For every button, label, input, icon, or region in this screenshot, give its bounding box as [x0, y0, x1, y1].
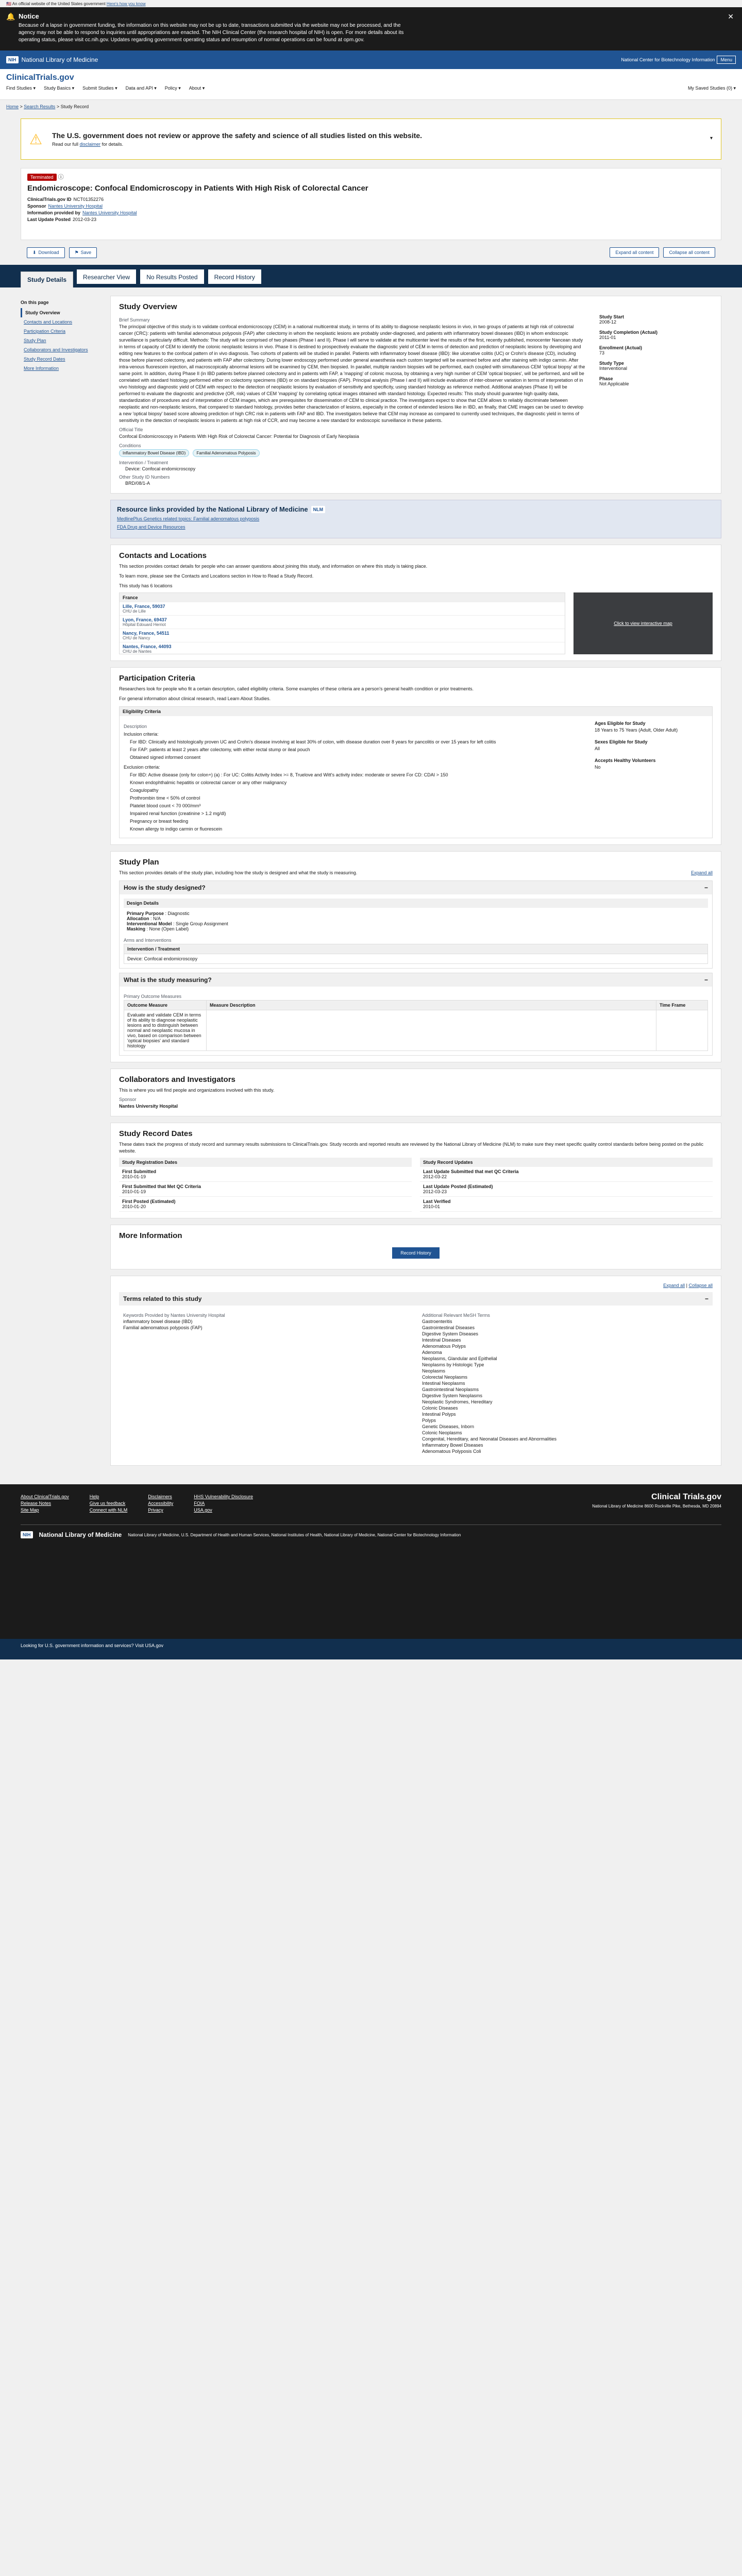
keywords-col: Keywords Provided by Nantes University Hospital inflammatory bowel disease (IBD) Familial adenomatous polyposis (FAP) [123, 1310, 410, 1455]
table-row [124, 1010, 708, 1051]
arms-table [124, 944, 708, 964]
resource-link[interactable]: MedlinePlus Genetics related topics: Familial adenomatous polyposis [117, 516, 260, 521]
arms-label: Arms and Interventions [124, 938, 172, 943]
list-item: Colonic Diseases [422, 1405, 458, 1411]
minus-icon: − [704, 1295, 709, 1302]
study-sponsor: Sponsor Nantes University Hospital [27, 204, 103, 209]
footer-address: National Library of Medicine 8600 Rockville Pike, Bethesda, MD 20894 [592, 1504, 721, 1509]
save-button[interactable]: ⚑ Save [69, 247, 97, 258]
on-this-page [21, 287, 103, 1472]
main-area [0, 287, 742, 1472]
notice-title: Notice [19, 12, 39, 20]
brief-summary: The principal objective of this study is to validate confocal endomicroscopy (CEM) in a national multicentral study, in terms of its ability to diagnose neoplastic lesions in vivo, in two groups of patients at high risk of colorectal cancer (CRC): patients with familial adenomatous polyposis (FAP) after colectomy in whom the neoplastic lesions are probably under-diagnosed, and patients with inflammatory bowel diseases (IBD) in whom endoscopic surveillance is particularly difficult. Methods: The study will be comprised of two phases (Phase I and II). Phase I will serve to validate at the multicenter level the results of the first, recently published, monocenter Nancean study in terms of capacity of CEM to identify the colonic neoplastic lesions in vivo. Phase II is destined to prospectively evaluate the diagnostic yield of CEM in terms of detection and prediction of neoplastic lesions by developing and editing new features to the confocal pattern of in vivo diagnosis. Two cohorts of patients will be studied in parallel. Patients with inflammatory bowel disease (IBD): like ulcerative colitis (UC) or Crohn's disease (CD), including those before planned colectomy, and patients with FAP after colectomy. During lower endoscopy performed under general anaesthesia each custom targeted will be examined before and after staining with indigo carmin. After intra-venous fluorescein injection, all macroscopically abnormal lesions will be examined by CEM, then biopsied. In parallel, multiple random biopsies will be performed, each coupled with simultaneous CEM 'optical biopsy' at the same point. In addition, during Phase II (in IBD patients before planned colectomy and in patients with FAP, a 'mapping' of colonic mucosa, by obtaining a very high number of CEM 'optical biopsies', will be performed, and will be correlated with standard histology performed either on colectomy specimens (IBD) or on standard biopsies (FAP). Principal analysis (Phase I and II) will include evaluation of inter-observer variation in terms of interpretation of in vivo histology and diagnostic yield of CEM with respect to the detection of neoplastic lesions by evaluation of sensitivity and specificity, using standard histology as reference method. Additional analyses (Phase II) will be performed to evaluate the diagnostic and predictive (OR, risk) values of CEM 'mapping' by correlating optical images obtained with standard histology. Expected results: This study should guarantee high quality data, standardization of procedures and of interpretation of CEM images, which are prerequisites for dissemination of CEM to clinical practice. The investigators expect to show that CEM allows to reliably discriminate between neoplastic and non-neoplastic lesions, that compared to standard histology, provides better characterization of lesions, especially in the context of extended lesions like in IBD, an finally, that CME images can be used to develop a new 'optical biopsy' based score allowing prediction of high CRC risk in patients with FAP and IBD. The investigators believe that CEM may increase as compared to currently used techniques, the diagnostic yield in terms of sensitivity in the detection of neoplastic lesions in patients at high risk of CCR, and may become a new standard for endoscopic surveillance in these patients. [119, 324, 585, 423]
toc-record-dates[interactable]: Study Record Dates [24, 357, 65, 362]
nav-submit-studies[interactable]: Submit Studies ▾ [82, 86, 117, 91]
footer-link[interactable]: HHS Vulnerability Disclosure [194, 1494, 253, 1499]
footer-link[interactable]: Disclaimers [148, 1494, 172, 1499]
overview-side [599, 314, 713, 487]
plan-expand-all[interactable]: Expand all [690, 870, 713, 875]
list-item: inflammatory bowel disease (IBD) [123, 1319, 193, 1324]
mesh-col: Additional Relevant MeSH Terms Gastroenteritis Gastrointestinal Diseases Digestive System Diseases Intestinal Diseases Adenomatous Polyps Adenoma Neoplasms, Glandular and Epithelial Neoplasms by Histologic Type Neoplasms Colorectal Neoplasms Intestinal Neoplasms Gastrointestinal Neoplasms Digestive System Neoplasms Neoplastic Syndromes, Hereditary Colonic Diseases Intestinal Polyps Polyps Genetic Diseases, Inborn Colonic Neoplasms Congenital, Hereditary, and Neonatal Diseases and Abnormalities Inflammatory Bowel Diseases Adenomatous Polyposis Coli [422, 1310, 709, 1455]
disclaimer-text: Read our full disclaimer for details. [52, 142, 124, 147]
list-item: Congenital, Hereditary, and Neonatal Diseases and Abnormalities [422, 1436, 556, 1442]
plan-title: Study Plan [119, 858, 159, 867]
bell-icon: 🔔 [6, 12, 15, 21]
study-start: Study Start 2008-12 [599, 314, 625, 325]
footer-link[interactable]: FOIA [194, 1501, 205, 1506]
list-item: Polyps [422, 1418, 436, 1423]
terms-collapse-all[interactable]: Collapse all [688, 1283, 713, 1288]
nlm-resources [110, 500, 721, 538]
overview-title: Study Overview [119, 302, 177, 311]
list-item: Pregnancy or breast feeding [130, 819, 189, 824]
collab-title: Collaborators and Investigators [119, 1075, 235, 1084]
list-item[interactable]: Nantes, France, 44093 CHU de Nantes [120, 642, 565, 654]
nih-logo: NIH [6, 56, 19, 63]
minus-icon: − [704, 884, 708, 891]
flag-icon: 🇺🇸 [6, 2, 11, 6]
tab-researcher-view[interactable]: Researcher View [76, 269, 137, 284]
design-masking: Masking : None (Open Label) [127, 926, 189, 931]
record-updates: Study Record Updates Last Update Submitted that met QC Criteria 2012-03-22 Last Update Posted (Estimated) 2012-03-23 Last Verified 2010-01 [420, 1158, 713, 1212]
toc-more-info[interactable]: More Information [24, 366, 59, 371]
nav-data-api[interactable]: Data and API ▾ [125, 86, 157, 91]
shutdown-notice [0, 7, 742, 50]
footer-link[interactable]: Connect with NLM [89, 1507, 128, 1513]
participation-general: For general information about clinical research, read Learn About Studies. [119, 696, 271, 701]
healthy-volunteers: Accepts Healthy Volunteers No [595, 758, 656, 770]
bookmark-icon: ⚑ [74, 249, 79, 255]
list-item: Impaired renal function (creatinine > 1.2 mg/dl) [130, 811, 226, 816]
site-title[interactable]: ClinicalTrials.gov [6, 73, 74, 82]
list-item: Inflammatory Bowel Diseases [422, 1443, 483, 1448]
column-header: Measure Description [207, 1001, 656, 1010]
study-last-update: Last Update Posted 2012-03-23 [27, 217, 97, 222]
breadcrumb-current: Study Record [60, 104, 89, 109]
conditions-label: Conditions [119, 443, 141, 448]
list-item: For IBD: Clinically and histologically proven UC and Crohn's disease involving at least 30% of colon, with disease duration over 8 years for pancolitis or over 15 years for left colitis [130, 739, 496, 744]
footer-link[interactable]: Privacy [148, 1507, 163, 1513]
sponsor-value: Nantes University Hospital [119, 1104, 178, 1109]
record-history-button[interactable]: Record History [392, 1247, 440, 1259]
list-item: Genetic Diseases, Inborn [422, 1424, 475, 1429]
list-item: Adenomatous Polyps [422, 1344, 466, 1349]
gov-banner-link[interactable]: Here's how you know [106, 2, 146, 6]
location-count: This study has 6 locations [119, 583, 173, 588]
ages-eligible: Ages Eligible for Study 18 Years to 75 Years (Adult, Older Adult) [595, 721, 678, 733]
contacts-locations [110, 545, 721, 661]
participation-desc: Researchers look for people who fit a certain description, called eligibility criteria. Some examples of these criteria are a person's general health condition or prior treatments. [119, 686, 474, 691]
participation-criteria [110, 667, 721, 845]
toc-collaborators[interactable]: Collaborators and Investigators [24, 347, 88, 352]
footer-link[interactable]: Release Notes [21, 1501, 52, 1506]
primary-outcome-label: Primary Outcome Measures [124, 994, 182, 999]
eligibility-title: Eligibility Criteria [120, 707, 712, 716]
footer-bottom [21, 1524, 721, 1538]
outcome-table [124, 1000, 708, 1051]
nlm-logo-small: NLM [311, 506, 326, 513]
design-accordion [119, 880, 713, 969]
status-badge: Terminated [27, 174, 57, 181]
design-model: Interventional Model : Single Group Assignment [127, 921, 228, 926]
footer-col-3 [148, 1493, 173, 1514]
eligibility-panel [119, 706, 713, 838]
list-item: Colorectal Neoplasms [422, 1375, 468, 1380]
list-item: Neoplastic Syndromes, Hereditary [422, 1399, 493, 1404]
actions-row [21, 240, 721, 265]
intervention-label: Intervention / Treatment [119, 460, 168, 465]
nih-logo: NIH [21, 1531, 33, 1538]
tabs [0, 265, 742, 287]
footer-bottom-text: National Library of Medicine, U.S. Department of Health and Human Services, National Institutes of Health, National Library of Medicine, National Center for Biotechnology Information [128, 1532, 461, 1537]
eligibility-side [595, 720, 708, 834]
exclusion-label: Exclusion criteria: [124, 765, 160, 770]
footer-link[interactable]: USA.gov [194, 1507, 212, 1513]
list-item: Obtained signed informed consent [130, 755, 201, 760]
enrollment: Enrollment (Actual) 73 [599, 345, 643, 355]
list-item: Prothrombin time < 50% of control [130, 795, 200, 801]
toc-title: On this page [21, 300, 49, 305]
collapse-all-button[interactable]: Collapse all content [663, 247, 715, 258]
list-item: For IBD: Active disease (only for colon+) (a) : For UC: Colitis Activity Index >= 8, Truelove and Witt's activity index: moderate or severe For CD: CDAI > 150 [130, 772, 448, 777]
list-item: For FAP: patients at least 2 years after colectomy, with either rectal stump or ileal pouch [130, 747, 310, 752]
list-item: Intestinal Polyps [422, 1412, 456, 1417]
contacts-learn: To learn more, please see the Contacts and Locations section in How to Read a Study Record. [119, 573, 314, 579]
brief-summary-label: Brief Summary [119, 317, 150, 323]
list-item: Platelet blood count < 70 000/mm³ [130, 803, 201, 808]
list-item: Gastrointestinal Neoplasms [422, 1387, 479, 1392]
location-list[interactable] [119, 592, 565, 654]
nlm-logo[interactable] [6, 56, 98, 63]
dates-title: Study Record Dates [119, 1129, 193, 1138]
nlm-header [0, 50, 742, 69]
nlm-logo-text: National Library of Medicine [21, 56, 98, 63]
list-item: Familial adenomatous polyposis (FAP) [123, 1325, 203, 1330]
map-overlay-text: Click to view interactive map [614, 621, 672, 626]
nav-study-basics[interactable]: Study Basics ▾ [44, 86, 75, 91]
terms-expand-all[interactable]: Expand all [663, 1283, 685, 1288]
other-id: BRD/08/1-A [125, 481, 150, 486]
list-item[interactable]: Nancy, France, 54511 CHU de Nancy [120, 629, 565, 642]
toc-participation[interactable]: Participation Criteria [24, 329, 66, 334]
tab-results[interactable]: No Results Posted [140, 269, 204, 284]
terms-toggle: Expand all | Collapse all [663, 1283, 713, 1288]
study-plan [110, 851, 721, 1062]
breadcrumb-home[interactable]: Home [6, 104, 19, 109]
inclusion-label: Inclusion criteria: [124, 732, 159, 737]
official-title: Confocal Endomicroscopy in Patients With High Risk of Colorectal Cancer: Potential for Diagnosis of Early Neoplasia [119, 434, 359, 439]
study-overview [110, 296, 721, 494]
tab-study-details[interactable]: Study Details [21, 272, 73, 287]
footer-col-1 [21, 1493, 69, 1514]
download-icon: ⬇ [32, 249, 37, 255]
more-title: More Information [119, 1231, 182, 1240]
content [103, 287, 721, 1472]
country-heading: France [120, 593, 565, 602]
table-cell: Evaluate and validate CEM in terms of its ability to diagnose neoplastic lesions and to distinguish between normal and neoplastic mucosa in vivo, based on comparison between 'optical biopsies' and standard histology [124, 1010, 207, 1051]
ct-header [0, 69, 742, 100]
condition-chip[interactable]: Inflammatory Bowel Disease (IBD) [119, 449, 189, 457]
resource-link[interactable]: FDA Drug and Device Resources [117, 524, 185, 530]
warning-icon: ⚠ [29, 131, 43, 147]
study-id: ClinicalTrials.gov ID NCT01352276 [27, 197, 104, 202]
design-purpose: Primary Purpose : Diagnostic [127, 911, 190, 916]
phase: Phase Not Applicable [599, 376, 629, 386]
disclaimer-title: The U.S. government does not review or approve the safety and science of all studies listed on this website. [52, 131, 423, 140]
disclaimer-link[interactable]: disclaimer [79, 142, 101, 147]
list-item: Known allergy to indigo carmin or fluorescein [130, 826, 223, 832]
close-icon[interactable]: ✕ [728, 12, 734, 21]
resources-title: Resource links provided by the National Library of Medicine NLM [117, 505, 715, 513]
nav-policy[interactable]: Policy ▾ [164, 86, 181, 91]
footer [0, 1484, 742, 1639]
list-item: Digestive System Neoplasms [422, 1393, 483, 1398]
intervention-item: Device: Confocal endomicroscopy [125, 466, 196, 471]
list-item: Coagulopathy [130, 788, 159, 793]
sponsor-label: Sponsor [119, 1097, 137, 1102]
design-allocation: Allocation : N/A [127, 916, 161, 921]
list-item[interactable]: Lille, France, 59037 CHU de Lille [120, 602, 565, 616]
footer-col-4 [194, 1493, 253, 1514]
official-title-label: Official Title [119, 427, 143, 432]
list-item: Neoplasms by Histologic Type [422, 1362, 484, 1367]
gov-banner [0, 0, 742, 7]
download-button[interactable]: ⬇ Download [27, 247, 65, 258]
study-header [21, 168, 721, 240]
main-nav [6, 86, 736, 91]
condition-chip[interactable]: Familial Adenomatous Polyposis [193, 449, 259, 457]
breadcrumb-search[interactable]: Search Results [24, 104, 56, 109]
participation-title: Participation Criteria [119, 674, 195, 683]
list-item: Intestinal Diseases [422, 1337, 461, 1343]
list-item: Gastrointestinal Diseases [422, 1325, 475, 1330]
info-icon[interactable]: ⓘ [58, 174, 64, 180]
chevron-down-icon[interactable]: ▾ [710, 135, 713, 141]
minus-icon: − [704, 976, 708, 984]
dates-desc: These dates track the progress of study record and summary results submissions to ClinicalTrials.gov. Study records and reported results are reviewed by the National Library of Medicine (NLM) to make sure they meet specific quality control standards before being posted on the public website. [119, 1142, 704, 1154]
expand-all-button[interactable]: Expand all content [610, 247, 659, 258]
location-map[interactable] [574, 592, 713, 654]
plan-desc: This section provides details of the study plan, including how the study is designed and what the study is measuring. Expand all [119, 870, 713, 875]
footer-brand[interactable]: Clinical Trials.gov National Library of Medicine 8600 Rockville Pike, Bethesda, MD 20894 [592, 1493, 721, 1509]
measure-accordion-header[interactable]: What is the study measuring? − [120, 973, 712, 987]
menu-button[interactable]: Menu [717, 56, 736, 64]
footer-col-2 [90, 1493, 128, 1514]
list-item: Gastroenteritis [422, 1319, 452, 1324]
saved-studies[interactable]: My Saved Studies (0) ▾ [687, 86, 736, 91]
table-cell: Device: Confocal endomicroscopy [124, 954, 708, 964]
terms [110, 1276, 721, 1466]
column-header: Outcome Measure [124, 1001, 207, 1010]
record-dates [110, 1123, 721, 1218]
column-header: Time Frame [656, 1001, 708, 1010]
more-info [110, 1225, 721, 1269]
footer-link[interactable]: Help [89, 1494, 99, 1499]
registration-dates: Study Registration Dates First Submitted 2010-01-19 First Submitted that Met QC Criteria 2010-01-19 First Posted (Estimated) 2010-01-20 [119, 1158, 412, 1212]
list-item: Digestive System Diseases [422, 1331, 479, 1336]
footer-link[interactable]: Give us feedback [89, 1501, 126, 1506]
ncbi-text: National Center for Biotechnology Information [621, 57, 715, 62]
footer-link[interactable]: Site Map [21, 1507, 39, 1513]
breadcrumb: Home > Search Results > Study Record [0, 100, 742, 113]
gov-banner-text: An official website of the United States government [12, 2, 106, 6]
study-info-provider: Information provided by Nantes University Hospital [27, 210, 137, 215]
list-item: Adenoma [422, 1350, 442, 1355]
list-item: Neoplasms, Glandular and Epithelial [422, 1356, 497, 1361]
contacts-title: Contacts and Locations [119, 551, 207, 560]
measure-accordion [119, 973, 713, 1056]
collab-desc: This is where you will find people and organizations involved with this study. [119, 1088, 275, 1093]
nav-find-studies[interactable]: Find Studies ▾ [6, 86, 36, 91]
notice-text: Because of a lapse in government funding, the information on this website may not be up to date, transactions submitted via the website may not be processed, and the agency may not be able to respond to inquiries until appropriations are enacted. The NIH Clinical Center (the research hospital of NIH) is open. For more details about its operating status, please visit cc.nih.gov. Updates regarding government operating status and resumption of normal operations can be found at opm.gov. [19, 23, 404, 43]
description-label: Description [124, 724, 147, 729]
list-item: Known endophthalmic hepatitis or colorectal cancer or any other malignancy [130, 780, 287, 785]
sexes-eligible: Sexes Eligible for Study All [595, 739, 648, 751]
page-title: Endomicroscope: Confocal Endomicroscopy in Patients With High Risk of Colorectal Cancer [27, 184, 368, 193]
terms-accordion-header[interactable]: Terms related to this study − [119, 1292, 713, 1306]
toc-contacts[interactable]: Contacts and Locations [24, 319, 73, 325]
list-item: Neoplasms [422, 1368, 446, 1374]
nav-about[interactable]: About ▾ [189, 86, 205, 91]
toc-study-plan[interactable]: Study Plan [24, 338, 46, 343]
arms-col-header: Intervention / Treatment [124, 944, 708, 954]
list-item: Adenomatous Polyposis Coli [422, 1449, 481, 1454]
study-type: Study Type Interventional [599, 361, 628, 371]
collaborators [110, 1069, 721, 1116]
list-item: Intestinal Neoplasms [422, 1381, 465, 1386]
other-ids-label: Other Study ID Numbers [119, 474, 170, 480]
contacts-desc: This section provides contact details for people who can answer questions about joining this study, and information on where this study is taking place. [119, 564, 428, 569]
footer-nlm-text: National Library of Medicine [39, 1531, 122, 1538]
toc-study-overview[interactable]: Study Overview [21, 308, 103, 317]
study-completion: Study Completion (Actual) 2011-01 [599, 330, 657, 340]
design-details-label: Design Details [124, 899, 708, 908]
design-accordion-header[interactable]: How is the study designed? − [120, 881, 712, 894]
usa-gov-strip[interactable]: Looking for U.S. government information and services? Visit USA.gov [0, 1639, 742, 1659]
footer-link[interactable]: About ClinicalTrials.gov [21, 1494, 69, 1499]
list-item[interactable]: Lyon, France, 69437 Hôpital Edouard Herriot [120, 616, 565, 629]
disclaimer-banner [21, 118, 721, 160]
list-item: Colonic Neoplasms [422, 1430, 462, 1435]
tab-record-history[interactable]: Record History [208, 269, 262, 284]
footer-link[interactable]: Accessibility [148, 1501, 174, 1506]
